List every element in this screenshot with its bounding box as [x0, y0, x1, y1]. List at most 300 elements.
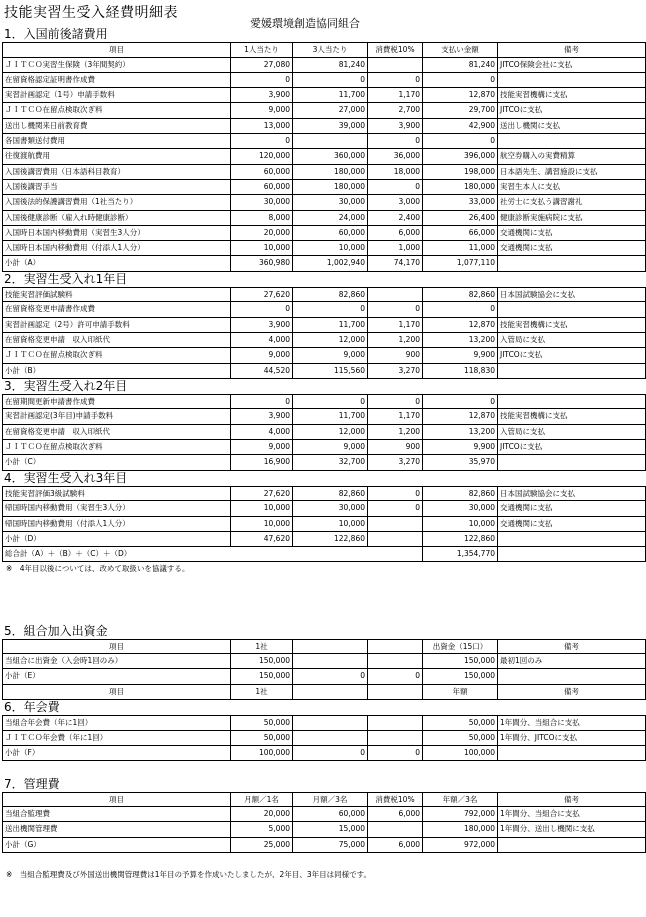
item-cell: 往復渡航費用: [3, 149, 231, 164]
amount-cell: 33,000: [423, 195, 498, 210]
table-row: [2, 302, 645, 317]
tax-cell: 1,200: [368, 425, 423, 440]
per-person-cell: 60,000: [231, 180, 293, 195]
per-three-cell: 1,002,940: [293, 256, 368, 271]
organization-name: 愛媛環境創造協同組合: [250, 17, 360, 30]
tax-cell: 18,000: [368, 165, 423, 180]
item-cell: 実習計画認定（2号）許可申請手数料: [3, 318, 231, 333]
tax-cell: [368, 685, 423, 700]
tax-cell: 3,000: [368, 195, 423, 210]
section-title: 5．組合加入出資金: [4, 623, 108, 638]
item-cell: 当組合に出資金（入会時1回のみ）: [3, 654, 231, 669]
spacer-row: [2, 853, 645, 868]
tax-cell: 1,170: [368, 88, 423, 103]
amount-cell: 150,000: [423, 654, 498, 669]
per-three-cell: 32,700: [293, 455, 368, 470]
section-7-title: [2, 777, 645, 792]
table-row: [2, 103, 645, 118]
spacer-row: [2, 593, 645, 608]
table-row: [2, 318, 645, 333]
item-cell: ＪＩＴＣＯ年会費（年に1回）: [3, 731, 231, 746]
table-row: [2, 149, 645, 164]
table-row: [2, 333, 645, 348]
per-three-cell: 180,000: [293, 180, 368, 195]
subtotal-row: [2, 256, 645, 271]
document-title: 技能実習生受入経費明細表: [4, 5, 178, 21]
tax-cell: 消費税10%: [368, 792, 423, 807]
table-row: [2, 715, 645, 730]
tax-cell: 0: [368, 669, 423, 684]
amount-cell: 0: [423, 302, 498, 317]
tax-cell: [368, 287, 423, 302]
tax-cell: 0: [368, 134, 423, 149]
tax-cell: 74,170: [368, 256, 423, 271]
per-three-cell: [293, 685, 368, 700]
per-three-cell: 10,000: [293, 241, 368, 256]
item-cell: 入国後講習手当: [3, 180, 231, 195]
per-three-cell: 3人当たり: [293, 42, 368, 57]
table-row: [2, 731, 645, 746]
amount-cell: 9,900: [423, 348, 498, 363]
remarks-cell: 入管局に支払: [498, 333, 646, 348]
footer-note-row: [2, 868, 645, 883]
remarks-cell: [498, 134, 646, 149]
per-person-cell: 50,000: [231, 731, 293, 746]
item-cell: ＪＩＴＣＯ実習生保険（3年間契約）: [3, 58, 231, 73]
per-person-cell: 10,000: [231, 501, 293, 516]
per-person-cell: 10,000: [231, 241, 293, 256]
remarks-cell: 1年間分、当組合に支払: [498, 807, 646, 822]
per-three-cell: 122,860: [293, 532, 368, 547]
table-row: [2, 807, 645, 822]
per-three-cell: 15,000: [293, 822, 368, 837]
remarks-cell: JITCOに支払: [498, 440, 646, 455]
grand-total-label: 総合計（A）＋（B）＋（C）＋（D）: [3, 547, 423, 562]
per-person-cell: 16,900: [231, 455, 293, 470]
grand-total-blank: [498, 547, 646, 562]
table-row: [2, 654, 645, 669]
amount-cell: 180,000: [423, 822, 498, 837]
per-three-cell: 0: [293, 394, 368, 409]
remarks-cell: 備考: [498, 685, 646, 700]
per-person-cell: 0: [231, 302, 293, 317]
per-three-cell: 82,860: [293, 287, 368, 302]
item-cell: 帰国時国内移動費用（付添人1人分）: [3, 517, 231, 532]
item-cell: 入国時日本国内移動費用（付添人1人分）: [3, 241, 231, 256]
per-person-cell: 27,620: [231, 287, 293, 302]
per-person-cell: 3,900: [231, 88, 293, 103]
item-cell: 実習計画認定(3年目)申請手数料: [3, 409, 231, 424]
table-row: [2, 58, 645, 73]
per-person-cell: 0: [231, 134, 293, 149]
per-three-cell: 27,000: [293, 103, 368, 118]
amount-cell: 50,000: [423, 715, 498, 730]
remarks-cell: [498, 364, 646, 379]
amount-cell: 0: [423, 394, 498, 409]
table-row: [2, 195, 645, 210]
per-person-cell: 150,000: [231, 669, 293, 684]
item-cell: 項目: [3, 685, 231, 700]
item-cell: 入国時日本国内移動費用（実習生3人分）: [3, 226, 231, 241]
per-person-cell: 月額／1名: [231, 792, 293, 807]
amount-cell: 0: [423, 73, 498, 88]
remarks-cell: 交通機関に支払: [498, 501, 646, 516]
remarks-cell: 1年間分、JITCOに支払: [498, 731, 646, 746]
per-three-cell: 0: [293, 669, 368, 684]
table-row: [2, 241, 645, 256]
item-cell: ＪＩＴＣＯ在留点検取次ぎ料: [3, 440, 231, 455]
remarks-cell: 備考: [498, 792, 646, 807]
subtotal-row: [2, 455, 645, 470]
amount-cell: 13,200: [423, 425, 498, 440]
remarks-cell: 交通機関に支払: [498, 517, 646, 532]
remarks-cell: 最初1回のみ: [498, 654, 646, 669]
table-header-row: [2, 792, 645, 807]
remarks-cell: [498, 746, 646, 761]
item-cell: 項目: [3, 42, 231, 57]
per-person-cell: 1社: [231, 639, 293, 654]
amount-cell: 122,860: [423, 532, 498, 547]
amount-cell: 82,860: [423, 287, 498, 302]
note-row: [2, 562, 645, 577]
tax-cell: 3,270: [368, 364, 423, 379]
per-three-cell: 60,000: [293, 807, 368, 822]
amount-cell: 396,000: [423, 149, 498, 164]
amount-cell: 180,000: [423, 180, 498, 195]
amount-cell: 12,870: [423, 88, 498, 103]
amount-cell: 66,000: [423, 226, 498, 241]
per-person-cell: 27,080: [231, 58, 293, 73]
remarks-cell: 日本国試験協会に支払: [498, 287, 646, 302]
table-row: [2, 348, 645, 363]
per-three-cell: 24,000: [293, 211, 368, 226]
per-person-cell: 60,000: [231, 165, 293, 180]
remarks-cell: JITCO保険会社に支払: [498, 58, 646, 73]
per-person-cell: 27,620: [231, 486, 293, 501]
item-cell: 入国後講習費用（日本語科目教育）: [3, 165, 231, 180]
remarks-cell: [498, 532, 646, 547]
table-row: [2, 287, 645, 302]
note-text: ※ 当組合監理費及び外国送出機関管理費は1年目の予算を作成いたしましたが、2年目、3年目は同様です。: [6, 870, 371, 880]
section-title: 2．実習生受入れ1年目: [4, 272, 128, 287]
section-2-title: [2, 272, 645, 287]
remarks-cell: 技能実習機構に支払: [498, 409, 646, 424]
per-three-cell: 39,000: [293, 119, 368, 134]
per-three-cell: [293, 134, 368, 149]
item-cell: 技能実習評価試験料: [3, 287, 231, 302]
section-title: 6．年会費: [4, 700, 60, 715]
per-person-cell: 30,000: [231, 195, 293, 210]
section-1-title: [2, 27, 645, 42]
item-cell: 実習計画認定（1号）申請手数料: [3, 88, 231, 103]
amount-cell: 0: [423, 134, 498, 149]
remarks-cell: 健康診断実施病院に支払: [498, 211, 646, 226]
per-person-cell: 44,520: [231, 364, 293, 379]
item-cell: 技能実習評価3級試験料: [3, 486, 231, 501]
tax-cell: 0: [368, 180, 423, 195]
amount-cell: 30,000: [423, 501, 498, 516]
remarks-cell: 1年間分、当組合に支払: [498, 715, 646, 730]
remarks-cell: 入管局に支払: [498, 425, 646, 440]
tax-cell: 6,000: [368, 838, 423, 853]
per-three-cell: 9,000: [293, 440, 368, 455]
amount-cell: 972,000: [423, 838, 498, 853]
per-three-cell: 0: [293, 746, 368, 761]
tax-cell: 3,900: [368, 119, 423, 134]
amount-cell: 150,000: [423, 669, 498, 684]
item-cell: 在留資格変更申請書作成費: [3, 302, 231, 317]
per-person-cell: 20,000: [231, 807, 293, 822]
table-row: [2, 425, 645, 440]
remarks-cell: 技能実習機構に支払: [498, 88, 646, 103]
tax-cell: 3,270: [368, 455, 423, 470]
item-cell: 在留資格認定証明書作成費: [3, 73, 231, 88]
remarks-cell: [498, 669, 646, 684]
remarks-cell: [498, 256, 646, 271]
table-row: [2, 501, 645, 516]
per-three-cell: [293, 654, 368, 669]
remarks-cell: [498, 455, 646, 470]
tax-cell: [368, 639, 423, 654]
item-cell: 在留資格変更申請 収入印紙代: [3, 333, 231, 348]
per-person-cell: 4,000: [231, 425, 293, 440]
remarks-cell: 交通機関に支払: [498, 226, 646, 241]
tax-cell: 1,170: [368, 318, 423, 333]
per-person-cell: 150,000: [231, 654, 293, 669]
table-row: [2, 88, 645, 103]
remarks-cell: 実習生本人に支払: [498, 180, 646, 195]
item-cell: 当組合監理費: [3, 807, 231, 822]
amount-cell: 50,000: [423, 731, 498, 746]
remarks-cell: [498, 394, 646, 409]
tax-cell: [368, 731, 423, 746]
per-three-cell: 11,700: [293, 409, 368, 424]
per-three-cell: 75,000: [293, 838, 368, 853]
remarks-cell: [498, 302, 646, 317]
amount-cell: 792,000: [423, 807, 498, 822]
table-row: [2, 486, 645, 501]
per-person-cell: 47,620: [231, 532, 293, 547]
per-three-cell: 11,700: [293, 88, 368, 103]
remarks-cell: [498, 73, 646, 88]
amount-cell: 10,000: [423, 517, 498, 532]
tax-cell: 0: [368, 746, 423, 761]
table-header-row: [2, 42, 645, 57]
remarks-cell: 交通機関に支払: [498, 241, 646, 256]
section-5-title: [2, 624, 645, 639]
remarks-cell: 1年間分、送出し機関に支払: [498, 822, 646, 837]
remarks-cell: JITCOに支払: [498, 103, 646, 118]
item-cell: 項目: [3, 792, 231, 807]
item-cell: 帰国時国内移動費用（実習生3人分）: [3, 501, 231, 516]
per-three-cell: 10,000: [293, 517, 368, 532]
section-title: 3．実習生受入れ2年目: [4, 379, 128, 394]
amount-cell: 11,000: [423, 241, 498, 256]
per-person-cell: 50,000: [231, 715, 293, 730]
amount-cell: 12,870: [423, 318, 498, 333]
tax-cell: 0: [368, 73, 423, 88]
per-three-cell: 0: [293, 302, 368, 317]
amount-cell: 29,700: [423, 103, 498, 118]
tax-cell: 0: [368, 501, 423, 516]
item-cell: 項目: [3, 639, 231, 654]
remarks-cell: 備考: [498, 639, 646, 654]
amount-cell: 26,400: [423, 211, 498, 226]
tax-cell: 1,200: [368, 333, 423, 348]
item-cell: 入国後健康診断（雇入れ時健康診断）: [3, 211, 231, 226]
section-3-title: [2, 379, 645, 394]
grand-total-value: 1,354,770: [423, 547, 498, 562]
remarks-cell: 備考: [498, 42, 646, 57]
per-person-cell: 120,000: [231, 149, 293, 164]
remarks-cell: 社労士に支払う講習謝礼: [498, 195, 646, 210]
remarks-cell: 送出し機関に支払: [498, 119, 646, 134]
amount-cell: 年額: [423, 685, 498, 700]
item-cell: 送出機関管理費: [3, 822, 231, 837]
per-three-cell: 月額／3名: [293, 792, 368, 807]
amount-cell: 9,900: [423, 440, 498, 455]
item-cell: 小計（D）: [3, 532, 231, 547]
subtotal-row: [2, 532, 645, 547]
tax-cell: 900: [368, 440, 423, 455]
spacer-row: [2, 608, 645, 623]
section-title: 1．入国前後諸費用: [4, 27, 108, 42]
amount-cell: 100,000: [423, 746, 498, 761]
subtotal-row: [2, 746, 645, 761]
item-cell: 当組合年会費（年に1回）: [3, 715, 231, 730]
remarks-cell: [498, 838, 646, 853]
per-person-cell: 360,980: [231, 256, 293, 271]
tax-cell: [368, 822, 423, 837]
per-person-cell: 20,000: [231, 226, 293, 241]
amount-cell: 1,077,110: [423, 256, 498, 271]
table-row: [2, 394, 645, 409]
item-cell: 小計（F）: [3, 746, 231, 761]
item-cell: 在留資格変更申請 収入印紙代: [3, 425, 231, 440]
per-person-cell: 10,000: [231, 517, 293, 532]
tax-cell: 900: [368, 348, 423, 363]
amount-cell: 13,200: [423, 333, 498, 348]
per-three-cell: 60,000: [293, 226, 368, 241]
per-three-cell: [293, 639, 368, 654]
per-person-cell: 0: [231, 394, 293, 409]
per-three-cell: 360,000: [293, 149, 368, 164]
per-person-cell: 9,000: [231, 103, 293, 118]
per-three-cell: 12,000: [293, 333, 368, 348]
remarks-cell: 日本語先生、講習施設に支払: [498, 165, 646, 180]
table-row: [2, 517, 645, 532]
per-three-cell: 180,000: [293, 165, 368, 180]
per-person-cell: 13,000: [231, 119, 293, 134]
item-cell: 在留期間更新申請書作成費: [3, 394, 231, 409]
table-row: [2, 822, 645, 837]
table-row: [2, 409, 645, 424]
table-header-row: [2, 639, 645, 654]
tax-cell: 6,000: [368, 807, 423, 822]
per-person-cell: 0: [231, 73, 293, 88]
per-person-cell: 5,000: [231, 822, 293, 837]
per-three-cell: 81,240: [293, 58, 368, 73]
table-row: [2, 134, 645, 149]
remarks-cell: 航空券購入の実費精算: [498, 149, 646, 164]
table-row: [2, 226, 645, 241]
tax-cell: 1,000: [368, 241, 423, 256]
tax-cell: 1,170: [368, 409, 423, 424]
tax-cell: 0: [368, 486, 423, 501]
per-person-cell: 25,000: [231, 838, 293, 853]
per-person-cell: 9,000: [231, 348, 293, 363]
per-person-cell: 8,000: [231, 211, 293, 226]
table-row: [2, 73, 645, 88]
per-person-cell: 1社: [231, 685, 293, 700]
per-three-cell: 9,000: [293, 348, 368, 363]
tax-cell: 6,000: [368, 226, 423, 241]
per-three-cell: 82,860: [293, 486, 368, 501]
per-person-cell: 3,900: [231, 409, 293, 424]
tax-cell: [368, 517, 423, 532]
item-cell: 小計（G）: [3, 838, 231, 853]
per-person-cell: 4,000: [231, 333, 293, 348]
subtotal-row: [2, 364, 645, 379]
tax-cell: 2,700: [368, 103, 423, 118]
per-person-cell: 1人当たり: [231, 42, 293, 57]
item-cell: ＪＩＴＣＯ在留点検取次ぎ料: [3, 348, 231, 363]
remarks-cell: JITCOに支払: [498, 348, 646, 363]
tax-cell: 0: [368, 394, 423, 409]
amount-cell: 出資金（15口）: [423, 639, 498, 654]
item-cell: 小計（C）: [3, 455, 231, 470]
amount-cell: 12,870: [423, 409, 498, 424]
per-three-cell: 30,000: [293, 501, 368, 516]
table-row: [2, 119, 645, 134]
item-cell: 小計（B）: [3, 364, 231, 379]
item-cell: 各国書類送付費用: [3, 134, 231, 149]
per-person-cell: 3,900: [231, 318, 293, 333]
amount-cell: 42,900: [423, 119, 498, 134]
spacer-row: [2, 761, 645, 776]
section-4-title: [2, 471, 645, 486]
remarks-cell: 日本国試験協会に支払: [498, 486, 646, 501]
tax-cell: 0: [368, 302, 423, 317]
per-person-cell: 100,000: [231, 746, 293, 761]
amount-cell: 82,860: [423, 486, 498, 501]
item-cell: ＪＩＴＣＯ在留点検取次ぎ料: [3, 103, 231, 118]
per-three-cell: 12,000: [293, 425, 368, 440]
table-row: [2, 440, 645, 455]
per-three-cell: 115,560: [293, 364, 368, 379]
per-three-cell: [293, 715, 368, 730]
section-title: 7．管理費: [4, 776, 60, 791]
tax-cell: [368, 654, 423, 669]
table-row: [2, 211, 645, 226]
per-three-cell: 11,700: [293, 318, 368, 333]
tax-cell: 36,000: [368, 149, 423, 164]
per-three-cell: 0: [293, 73, 368, 88]
amount-cell: 年額／3名: [423, 792, 498, 807]
per-three-cell: 30,000: [293, 195, 368, 210]
section-6-title: [2, 700, 645, 715]
tax-cell: 消費税10%: [368, 42, 423, 57]
item-cell: 入国後法的保護講習費用（1社当たり）: [3, 195, 231, 210]
expense-sheet: [2, 27, 645, 884]
tax-cell: [368, 532, 423, 547]
tax-cell: [368, 58, 423, 73]
item-cell: 送出し機関来日前教育費: [3, 119, 231, 134]
tax-cell: 2,400: [368, 211, 423, 226]
item-cell: 小計（E）: [3, 669, 231, 684]
per-three-cell: [293, 731, 368, 746]
table-header-row: [2, 685, 645, 700]
